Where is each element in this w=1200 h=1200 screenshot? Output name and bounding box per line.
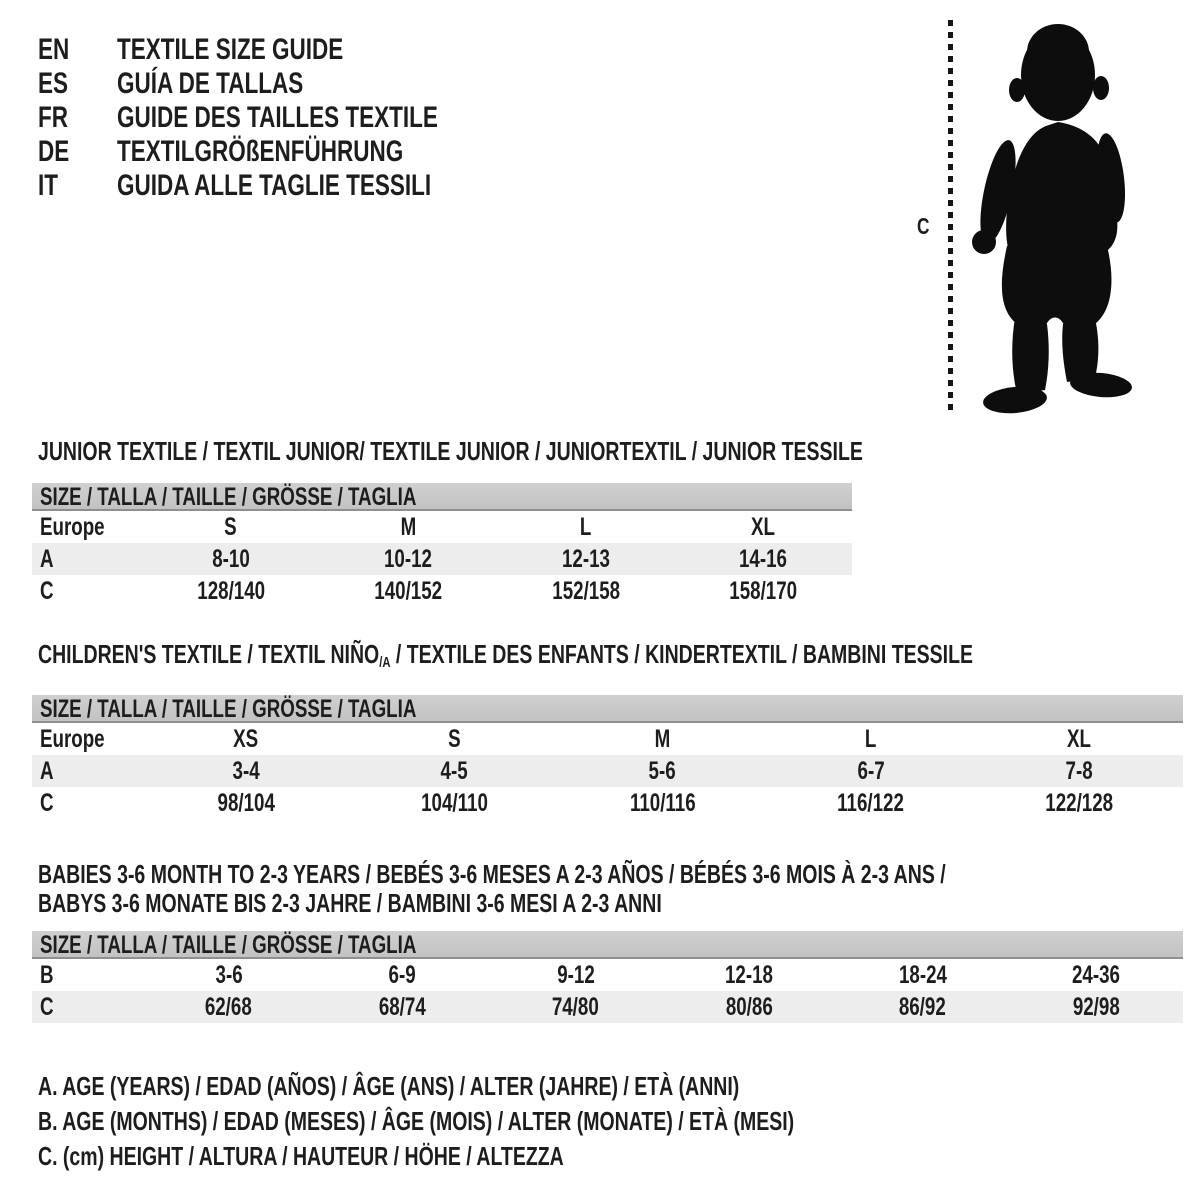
size-cell-text: XS bbox=[233, 725, 259, 753]
row-label bbox=[32, 543, 142, 575]
row-label-text: Europe bbox=[40, 725, 105, 753]
size-cell-text: 7-8 bbox=[1065, 757, 1093, 785]
size-cell bbox=[350, 787, 558, 819]
heading-segment: BABYS 3-6 MONATE BIS 2-3 JAHRE / BAMBINI 3-6 MESI A 2-3 ANNI bbox=[38, 888, 662, 918]
table-row-c bbox=[32, 991, 1183, 1023]
legend-text: B. AGE (MONTHS) / EDAD (MESES) / ÂGE (MOIS) / ALTER (MONATE) / ETÀ (MESI) bbox=[38, 1106, 795, 1136]
row-label bbox=[32, 511, 142, 543]
row-label-text: A bbox=[40, 757, 54, 785]
size-cell-text: 140/152 bbox=[374, 577, 443, 605]
size-cell-text: 14-16 bbox=[739, 545, 788, 573]
size-cell bbox=[975, 755, 1183, 787]
language-title: TEXTILGRÖßENFÜHRUNG bbox=[117, 135, 404, 168]
heading-text bbox=[38, 860, 946, 889]
size-cell bbox=[316, 959, 490, 991]
size-cell-text: 86/92 bbox=[899, 993, 947, 1021]
size-cell bbox=[497, 575, 675, 607]
size-table bbox=[32, 931, 1183, 1023]
size-cell-text: 122/128 bbox=[1045, 789, 1113, 817]
size-cell bbox=[558, 723, 766, 755]
size-cell-text: 74/80 bbox=[552, 993, 600, 1021]
size-cell bbox=[320, 543, 498, 575]
size-cell-text: 5-6 bbox=[648, 757, 677, 785]
size-cell bbox=[320, 511, 498, 543]
section-babies bbox=[32, 860, 1183, 1023]
size-cell-text: 110/116 bbox=[629, 789, 696, 817]
table-row-a bbox=[32, 543, 852, 575]
size-table-header bbox=[32, 931, 1183, 959]
size-cell-text: 62/68 bbox=[205, 993, 253, 1021]
size-cell-text: 116/122 bbox=[837, 789, 905, 817]
size-table bbox=[32, 695, 1183, 819]
size-cell-text: 104/110 bbox=[420, 789, 488, 817]
size-cell bbox=[142, 755, 350, 787]
size-cell bbox=[1010, 959, 1184, 991]
table-row-c bbox=[32, 787, 1183, 819]
size-cell bbox=[767, 755, 975, 787]
legend-line-c bbox=[38, 1139, 1183, 1174]
size-cell-text: 68/74 bbox=[378, 993, 426, 1021]
language-title: GUIDA ALLE TAGLIE TESSILI bbox=[117, 169, 432, 202]
language-title: TEXTILE SIZE GUIDE bbox=[117, 33, 344, 66]
size-cell-text: 6-9 bbox=[388, 961, 416, 989]
row-label bbox=[32, 723, 142, 755]
size-cell-text: M bbox=[400, 513, 417, 541]
size-tables-area bbox=[32, 437, 1183, 1174]
row-label-text: B bbox=[40, 961, 54, 989]
size-cell bbox=[142, 723, 350, 755]
size-cell bbox=[320, 575, 498, 607]
size-cell-text: 98/104 bbox=[217, 789, 275, 817]
table-rows bbox=[32, 959, 1183, 1023]
size-cell bbox=[497, 511, 675, 543]
size-cell-text: 3-6 bbox=[215, 961, 243, 989]
size-cell bbox=[675, 543, 853, 575]
size-cell bbox=[142, 543, 320, 575]
size-cell bbox=[142, 991, 316, 1023]
legend-line-a bbox=[38, 1069, 1183, 1104]
table-row-c bbox=[32, 575, 852, 607]
language-code: FR bbox=[38, 101, 68, 134]
size-cell bbox=[350, 755, 558, 787]
size-cell bbox=[497, 543, 675, 575]
size-table-header bbox=[32, 483, 852, 511]
size-cell-text: 10-12 bbox=[384, 545, 433, 573]
size-cell bbox=[663, 959, 837, 991]
row-label bbox=[32, 959, 142, 991]
size-cell-text: 80/86 bbox=[725, 993, 773, 1021]
size-cell-text: 158/170 bbox=[729, 577, 798, 605]
size-cell-text: XL bbox=[751, 513, 776, 541]
language-code: DE bbox=[38, 135, 70, 168]
size-cell bbox=[836, 991, 1010, 1023]
language-title: GUIDE DES TAILLES TEXTILE bbox=[117, 101, 438, 134]
legend bbox=[32, 1069, 1183, 1174]
baby-silhouette-icon bbox=[962, 18, 1145, 420]
size-cell bbox=[675, 511, 853, 543]
size-cell bbox=[142, 575, 320, 607]
size-cell bbox=[558, 787, 766, 819]
size-table-header-text: SIZE / TALLA / TAILLE / GRÖSSE / TAGLIA bbox=[40, 695, 417, 723]
heading-segment: BABIES 3-6 MONTH TO 2-3 YEARS / BEBÉS 3-6 MESES A 2-3 AÑOS / BÉBÉS 3-6 MOIS À 2-3 ANS / bbox=[38, 859, 946, 889]
size-cell bbox=[316, 991, 490, 1023]
heading-segment: CHILDREN'S TEXTILE / TEXTIL NIÑO bbox=[38, 639, 380, 669]
size-cell bbox=[836, 959, 1010, 991]
size-cell-text: 92/98 bbox=[1072, 993, 1120, 1021]
size-cell bbox=[675, 575, 853, 607]
heading-text bbox=[38, 640, 973, 677]
heading-line bbox=[38, 437, 1183, 466]
row-label bbox=[32, 787, 142, 819]
size-cell-text: 152/158 bbox=[551, 577, 620, 605]
size-cell bbox=[975, 723, 1183, 755]
size-cell bbox=[663, 991, 837, 1023]
size-table-header-text: SIZE / TALLA / TAILLE / GRÖSSE / TAGLIA bbox=[40, 483, 417, 511]
size-cell bbox=[350, 723, 558, 755]
section-children bbox=[32, 640, 1183, 819]
size-cell bbox=[975, 787, 1183, 819]
table-row-a bbox=[32, 755, 1183, 787]
height-measure-label: C bbox=[917, 213, 930, 239]
height-dotted-line bbox=[948, 20, 953, 416]
table-rows bbox=[32, 511, 852, 607]
size-cell bbox=[767, 723, 975, 755]
row-label-text: C bbox=[40, 993, 54, 1021]
size-table bbox=[32, 483, 852, 607]
table-rows bbox=[32, 723, 1183, 819]
row-label-text: Europe bbox=[40, 513, 105, 541]
size-cell bbox=[558, 755, 766, 787]
heading-line bbox=[38, 640, 1183, 677]
heading-line bbox=[38, 860, 1183, 889]
table-row-europe bbox=[32, 723, 1183, 755]
size-cell-text: 12-13 bbox=[561, 545, 610, 573]
size-cell bbox=[142, 787, 350, 819]
size-cell bbox=[142, 959, 316, 991]
size-cell-text: 6-7 bbox=[857, 757, 885, 785]
heading-segment: / TEXTILE DES ENFANTS / KINDERTEXTIL / BAMBINI TESSILE bbox=[390, 639, 973, 669]
table-row-europe bbox=[32, 511, 852, 543]
language-code: ES bbox=[38, 67, 69, 100]
table-row-b bbox=[32, 959, 1183, 991]
row-label-text: C bbox=[40, 577, 54, 605]
section-heading bbox=[32, 437, 1183, 466]
legend-text: A. AGE (YEARS) / EDAD (AÑOS) / ÂGE (ANS) / ALTER (JAHRE) / ETÀ (ANNI) bbox=[38, 1071, 740, 1101]
size-cell-text: L bbox=[864, 725, 877, 753]
section-junior bbox=[32, 437, 1183, 607]
size-cell-text: M bbox=[654, 725, 671, 753]
size-cell-text: 8-10 bbox=[211, 545, 250, 573]
legend-line-b bbox=[38, 1104, 1183, 1139]
row-label-text: A bbox=[40, 545, 54, 573]
size-cell-text: 3-4 bbox=[232, 757, 260, 785]
size-cell-text: 9-12 bbox=[556, 961, 595, 989]
size-cell-text: 18-24 bbox=[898, 961, 947, 989]
size-cell bbox=[142, 511, 320, 543]
size-cell-text: XL bbox=[1066, 725, 1091, 753]
row-label-text: C bbox=[40, 789, 54, 817]
size-cell bbox=[489, 959, 663, 991]
legend-text: C. (cm) HEIGHT / ALTURA / HAUTEUR / HÖHE / ALTEZZA bbox=[38, 1141, 564, 1171]
size-cell-text: 128/140 bbox=[196, 577, 265, 605]
heading-subscript: /A bbox=[379, 654, 391, 671]
heading-segment: JUNIOR TEXTILE / TEXTIL JUNIOR/ TEXTILE JUNIOR / JUNIORTEXTIL / JUNIOR TESSILE bbox=[38, 436, 863, 466]
size-cell-text: S bbox=[224, 513, 238, 541]
section-heading bbox=[32, 640, 1183, 677]
size-cell-text: S bbox=[448, 725, 461, 753]
language-code: EN bbox=[38, 33, 70, 66]
size-cell-text: 4-5 bbox=[440, 757, 468, 785]
language-code: IT bbox=[38, 169, 59, 202]
heading-line bbox=[38, 889, 1183, 918]
row-label bbox=[32, 991, 142, 1023]
size-cell bbox=[1010, 991, 1184, 1023]
language-title: GUÍA DE TALLAS bbox=[117, 67, 304, 100]
row-label bbox=[32, 575, 142, 607]
section-heading bbox=[32, 860, 1183, 918]
heading-text bbox=[38, 437, 863, 466]
size-cell bbox=[489, 991, 663, 1023]
size-cell-text: 24-36 bbox=[1072, 961, 1121, 989]
heading-text bbox=[38, 889, 662, 918]
size-table-header-text: SIZE / TALLA / TAILLE / GRÖSSE / TAGLIA bbox=[40, 931, 417, 959]
row-label bbox=[32, 755, 142, 787]
size-cell-text: 12-18 bbox=[725, 961, 774, 989]
size-table-header bbox=[32, 695, 1183, 723]
size-cell bbox=[767, 787, 975, 819]
size-cell-text: L bbox=[580, 513, 592, 541]
baby-height-figure bbox=[0, 0, 1200, 440]
